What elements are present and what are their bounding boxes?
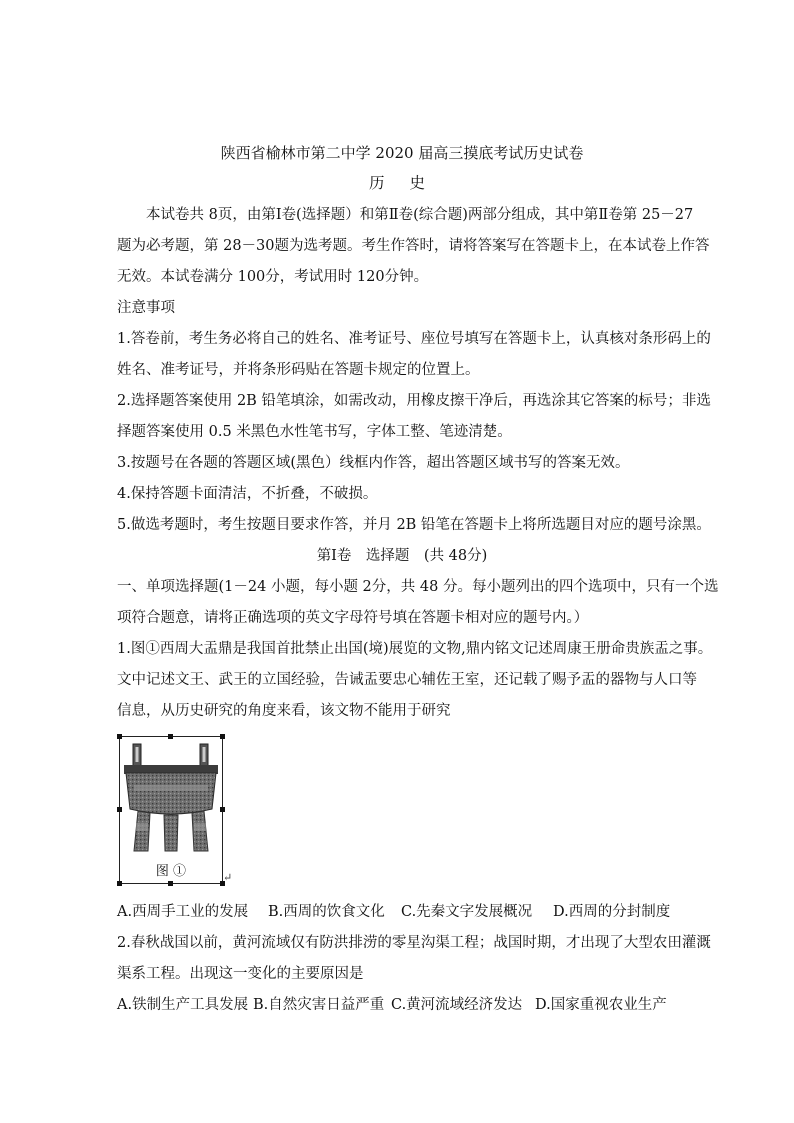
option-b: B.西周的饮食文化 <box>268 904 385 920</box>
option-c: C.先秦文字发展概况 <box>401 904 533 920</box>
note-line: 5.做选考题时，考生按题目要求作答，并月 2B 铅笔在答题卡上将所选题目对应的题号涂黑。 <box>117 517 711 533</box>
question-1-stem: 文中记述文王、武王的立国经验，告诫盂要忠心辅佐王室，还记载了赐予盂的器物与人口等 <box>117 672 697 688</box>
question-2-stem: 2.春秋战国以前，黄河流域仅有防洪排涝的零星沟渠工程；战国时期，才出现了大型农田灌溉 <box>117 935 711 951</box>
note-line: 择题答案使用 0.5 米黑色水性笔书写，字体工整、笔迹清楚。 <box>117 424 512 440</box>
option-d: D.西周的分封制度 <box>553 904 671 920</box>
figure-da-yu-ding <box>119 736 223 884</box>
question-2-options <box>117 995 687 1015</box>
notes-heading: 注意事项 <box>117 300 175 316</box>
question-1-stem: 信息，从历史研究的角度来看，该文物不能用于研究 <box>117 703 451 719</box>
option-a: A.铁制生产工具发展 <box>117 997 249 1013</box>
intro-line: 无效。本试卷满分 100分，考试用时 120分钟。 <box>117 269 429 285</box>
resize-handle <box>168 881 173 886</box>
note-line: 3.按题号在各题的答题区域(黑色）线框内作答，超出答题区域书写的答案无效。 <box>117 455 630 471</box>
note-line: 姓名、准考证号，并将条形码贴在答题卡规定的位置上。 <box>117 362 480 378</box>
question-2-stem: 渠系工程。出现这一变化的主要原因是 <box>117 966 364 982</box>
question-1-stem: 1.图①西周大盂鼎是我国首批禁止出国(境)展览的文物,鼎内铭文记述周康王册命贵族盂之事。 <box>117 641 713 657</box>
intro-line: 题为必考题，第 28－30题为选考题。考生作答时，请将答案写在答题卡上，在本试卷上作答 <box>117 238 710 254</box>
figure-caption: 图 ① <box>155 864 187 879</box>
resize-handle <box>117 881 122 886</box>
question-1-options <box>117 902 687 922</box>
section-instruction: 一、单项选择题(1－24 小题，每小题 2分，共 48 分。每小题列出的四个选项中，只有一个选 <box>117 579 719 595</box>
paragraph-mark-icon: ↵ <box>223 871 233 884</box>
note-line: 4.保持答题卡面清洁，不折叠，不破损。 <box>117 486 378 502</box>
option-b: B.自然灾害日益严重 <box>253 997 385 1013</box>
note-line: 2.选择题答案使用 2B 铅笔填涂，如需改动，用橡皮擦干净后，再选涂其它答案的标号；非选 <box>117 393 711 409</box>
option-a: A.西周手工业的发展 <box>117 904 249 920</box>
option-c: C.黄河流域经济发达 <box>391 997 523 1013</box>
bronze-ding-image <box>120 739 222 863</box>
subject-heading: 历 史 <box>369 174 435 192</box>
exam-title: 陕西省榆林市第二中学 2020 届高三摸底考试历史试卷 <box>220 144 584 162</box>
option-d: D.国家重视农业生产 <box>535 997 667 1013</box>
section-title: 第Ⅰ卷 选择题 (共 48分) <box>316 548 488 564</box>
intro-line: 本试卷共 8页，由第Ⅰ卷(选择题）和第Ⅱ卷(综合题)两部分组成，其中第Ⅱ卷第 25－27 <box>146 207 694 223</box>
section-instruction: 项符合题意，请将正确选项的英文字母符号填在答题卡相对应的题号内。） <box>117 610 589 626</box>
note-line: 1.答卷前，考生务必将自己的姓名、准考证号、座位号填写在答题卡上，认真核对条形码上的 <box>117 331 711 347</box>
